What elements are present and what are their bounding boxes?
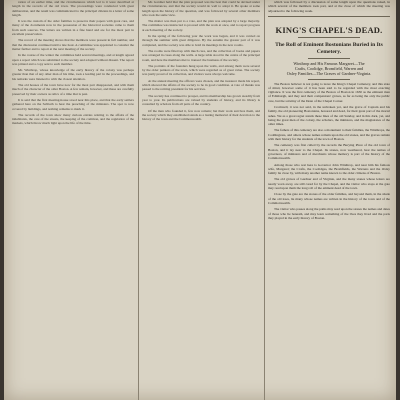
article-paragraph: The matter was then put to a vote, and the plan was adopted by a large majority. The committee was instructed to proceed with the work at once, and to report progress at each meeting of the society.	[142, 19, 260, 32]
deck-line: Oxley Families—The Graves of Gardner-Virginia.	[286, 71, 372, 77]
headline-rule	[298, 37, 360, 38]
article-paragraph: ration of an earlier time, and the circumstances which led to it were described at length in the records of the old town. The proceedings were conducted with great deliberation, and the result was communicated to the principal citizens in a letter of some length.	[12, 0, 134, 17]
column-rule	[264, 0, 265, 400]
article-paragraph: The records of the town show many curious entries relating to the affairs of the inhabitants, the care of the streets, the keeping of the common, and the regulation of the markets, which throw much light upon the life of the time.	[12, 112, 134, 126]
article-paragraph: In the spring of the following year the work was begun, and it was carried on through the summer with great diligence. By the autumn the greater part of it was completed, and the society was able to hold its meetings in the new rooms.	[142, 34, 260, 47]
article-deck	[268, 61, 390, 77]
column-middle	[142, 0, 260, 400]
article-paragraph: The old graves of Gardner and of Virginia, and the many stones whose letters are nearly worn away, are still cared for by the Chapel, and the visitor who stops at the gate may read upon them the long roll of the eminent dead of the town.	[268, 177, 390, 191]
article-paragraph: The cemetery was first called by the records the Burying Place of the old town of Boston, and it lay near to the Chapel. Its stones, now weathered, bear the names of governors, of ministers and of merchants whose memory is part of the history of the Commonwealth.	[268, 143, 390, 161]
article-paragraph: The portraits of the founders hung upon the walls, and among them were several by the older painters of the town, which were regarded as of great value. The society was justly proud of its collection, and visitors were always welcome.	[142, 63, 260, 77]
section-divider	[268, 16, 390, 17]
article-paragraph: The old houses of the town have now for the most part disappeared, and with them much of the character of the older Boston. A few remain, however, and these are carefully preserved by their owners as relics of a time that is past.	[12, 83, 134, 96]
article-paragraph: The record of the meeting shows that the members were present in full number, and that the discussion continued until a late hour. A committee was appointed to consider the matter further and to report at the next meeting of the society.	[12, 38, 134, 51]
article-paragraph: which was followed by a discussion of some length upon the questions raised, in which several of the members took part, and at the close of which the meeting was adjourned to the following week.	[268, 0, 390, 13]
column-left	[12, 0, 134, 400]
article-paragraph: In the course of the winter the committee held several meetings, and at length agreed upon a report which was submitted to the society and adopted without dissent. The report was printed and a copy sent to each member.	[12, 53, 134, 66]
deck-line: Crafts, Coolidge, Bromfield, Warren and	[294, 66, 364, 72]
article-paragraph: The visitor who passes along the paths may read upon the stones the names and dates of those who lie beneath, and may learn something of the lives they lived and the parts they played in the early history of Boston.	[268, 207, 390, 220]
article-paragraph: Mr. Winthrop, whose knowledge of the early history of the colony was perhaps greater than that of any other man of his time, took a leading part in the proceedings, and his remarks were listened to with the closest attention.	[12, 68, 134, 81]
article-paragraph: Among those who rest here is Governor John Winthrop, and near him his famous wife, Margaret; the Crafts, the Coolidges, the Bromfields, the Warrens and the Oxley family lie close by, with many another name known to the older citizens of Boston.	[268, 162, 390, 176]
deck-line: Winthrop and His Famous Margaret—The	[293, 60, 365, 66]
article-paragraph: It is said that the first meeting-house stood near this place, and that the early settlers gathered here on the Sabbath to hear the preaching of the ministers. The spot is now covered by buildings, and nothing remains to mark it.	[12, 97, 134, 111]
article-paragraph: Of the men who founded it, few now remain; but their work survives them, and the society which they established stands as a lasting memorial of their devotion to the history of the town and the Commonwealth.	[142, 108, 260, 122]
article-paragraph: Mr. Gardner held that the plan proposed was the best that could be devised under the circumstances, and that the society would do well to adopt it. He spoke at some length upon the history of the question, and was followed by several other members who took the same view.	[142, 0, 260, 17]
article-paragraph: Close by the gate are the stones of the older families, and beyond them, in the shade of the old trees, lie many whose names are written in the history of the town and of the Commonwealth.	[268, 192, 390, 205]
subhead-rule	[308, 58, 350, 59]
deck-rule	[308, 79, 350, 80]
article-headline: KING'S CHAPEL'S DEAD.	[275, 24, 383, 35]
article-paragraph: The society has continued to prosper, and its membership has grown steadily from year to year. Its publications are valued by students of history, and its library is consulted by scholars from all parts of the country.	[142, 93, 260, 107]
article-lead-paragraph: The Boston believer is not going to leave the King's Chapel Cemetery, and this state of mind, however some of it has been said to be regarded with the most exacting vigilance. It was the first cemetery of the Boston of Boston in 1630 as the eminent men of Edinburgh, and they and their companions' graves, as far as being the only the public care, but the scrutiny of the Dean of the Chapel Corner.	[268, 81, 390, 103]
article-paragraph: Cromwell, it was not said, in the unbroken yet, and the grave of Captain and his family, the old pioneering Bostonians, honored and dead, for their great part of the mortal ashes. We as a great regret stands these lines of the old Sunday, and in this dark, yet, and being the great men of the colony, the scholars, the ministers, and the magistrates of the older times.	[268, 104, 390, 127]
article-paragraph: It was the custom of the older families to preserve their papers with great care, and many of the documents now in the possession of the historical societies came to them from such sources. The letters are written in a fine hand and are for the most part in excellent preservation.	[12, 19, 134, 37]
column-right	[268, 0, 390, 400]
article-paragraph: At the annual meeting the officers were chosen, and the treasurer made his report, which showed the affairs of the society to be in good condition. A vote of thanks was passed to the retiring president for his services.	[142, 78, 260, 92]
article-subhead: The Roll of Eminent Bostonians Buried in Its Cemetery.	[275, 41, 383, 55]
article-paragraph: The rooms were fitted up with much care, and the collection of books and papers was arranged in cases along the walls. A large table stood in the centre of the principal room, and here the members met to transact the business of the society.	[142, 48, 260, 62]
article-paragraph: The fathers of this cemetery are also a monument to their families, the Winthrops, the Coddingtons, and others whose names remain upon the old stones, and the graves remain with their history for the students of the town of Boston.	[268, 128, 390, 142]
column-rule	[138, 0, 139, 400]
newspaper-page	[4, 0, 396, 400]
